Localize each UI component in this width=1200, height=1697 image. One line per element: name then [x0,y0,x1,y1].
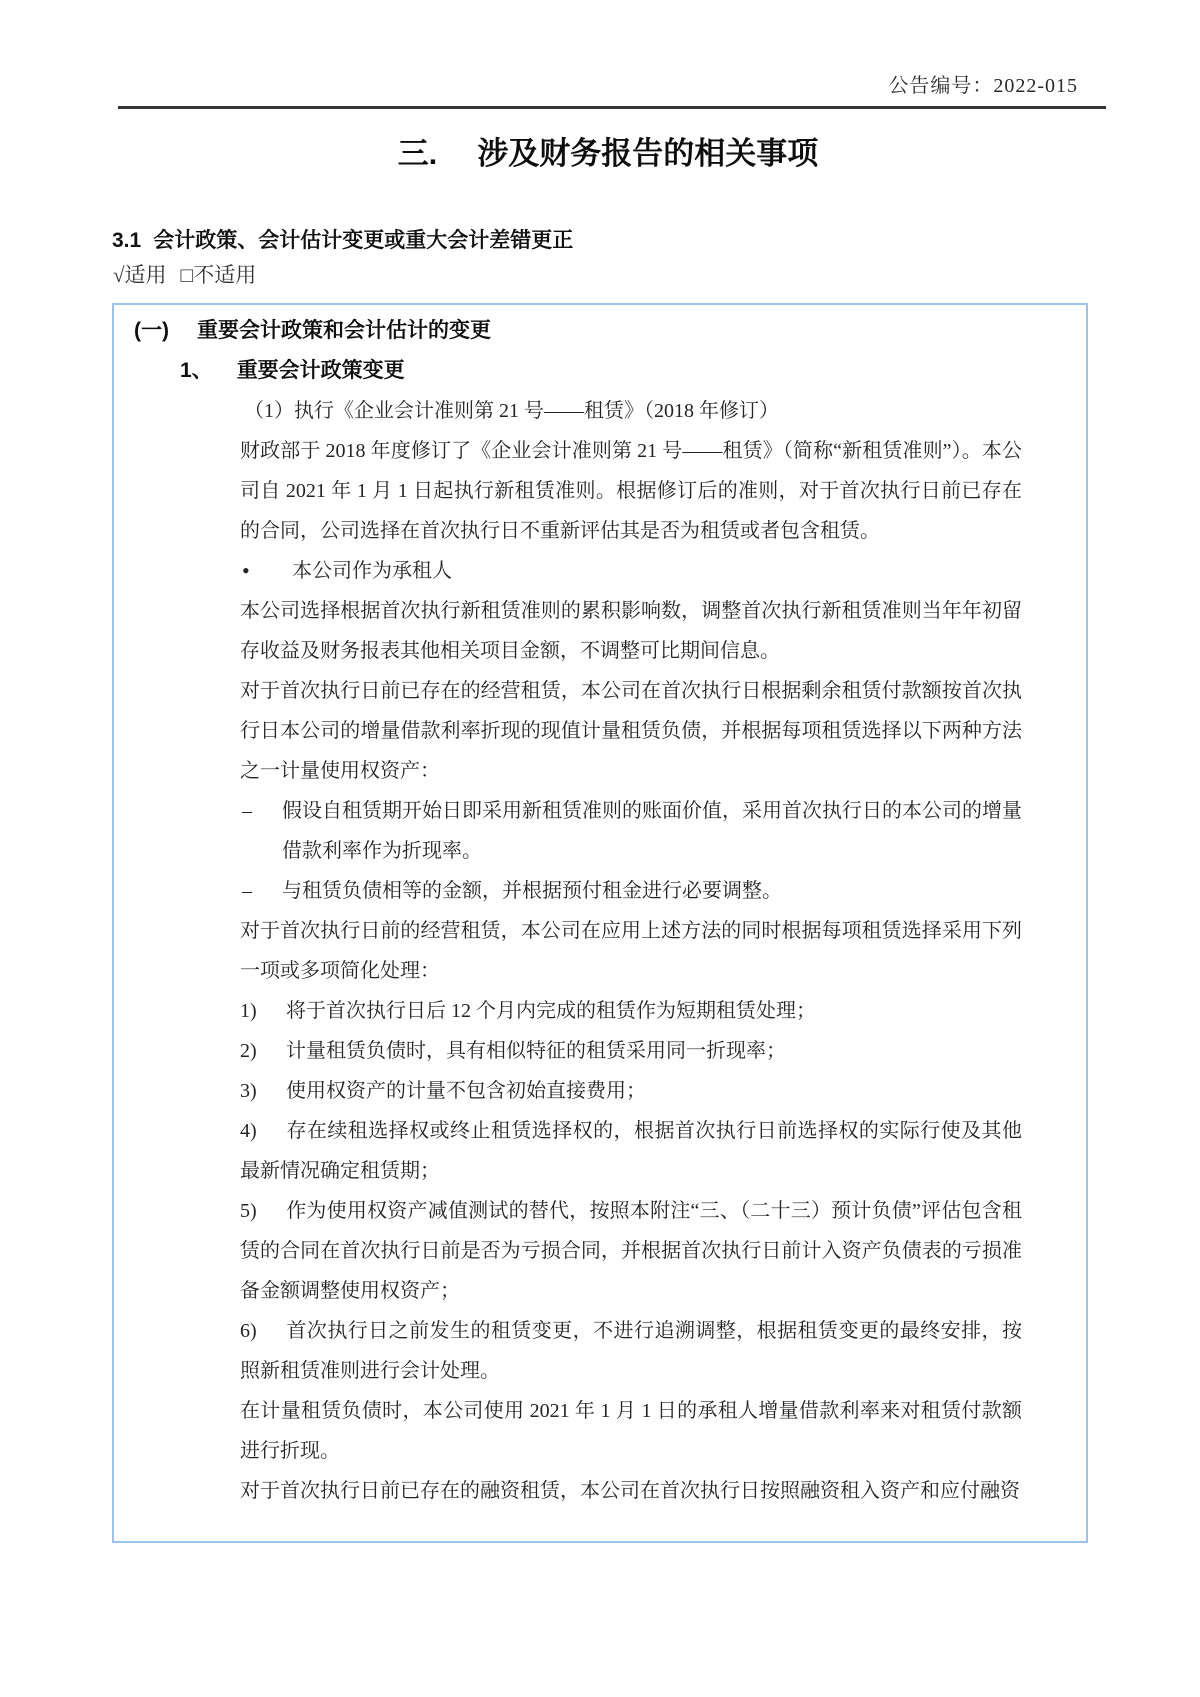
paragraph: 对于首次执行日前的经营租赁，本公司在应用上述方法的同时根据每项租赁选择采用下列一项或多项简化处理： [240,920,1022,982]
applicability-line [113,261,1200,289]
dash-icon: – [242,800,252,822]
item-number: 5) [240,1200,257,1222]
bullet-icon: • [242,558,250,583]
section-heading [112,227,1200,255]
bullet-item [240,551,1022,591]
item-number: 4) [240,1120,257,1142]
paragraph: 本公司选择根据首次执行新租赁准则的累积影响数，调整首次执行新租赁准则当年年初留存收益及财务报表其他相关项目金额，不调整可比期间信息。 [240,600,1022,662]
dash-icon: – [242,880,252,902]
header-divider [118,106,1106,109]
paragraph: 在计量租赁负债时，本公司使用 2021 年 1 月 1 日的承租人增量借款利率来对租赁付款额进行折现。 [240,1400,1022,1462]
numbered-item-text: 使用权资产的计量不包含初始直接费用； [286,1080,646,1102]
title-text: 涉及财务报告的相关事项 [477,136,819,171]
paragraph: （1）执行《企业会计准则第 21 号——租赁》（2018 年修订） [244,400,779,422]
numbered-item-text: 计量租赁负债时，具有相似特征的租赁采用同一折现率； [286,1040,786,1062]
bullet-item-text: 本公司作为承租人 [292,560,452,582]
body-column [240,391,1022,1511]
section-heading-text: 会计政策、会计估计变更或重大会计差错更正 [153,229,574,252]
box-heading-1 [114,311,1086,351]
paragraph: 对于首次执行日前已存在的经营租赁，本公司在首次执行日根据剩余租赁付款额按首次执行日本公司的增量借款利率折现的现值计量租赁负债，并根据每项租赁选择以下两种方法之一计量使用权资产： [240,680,1022,782]
announcement-number: 公告编号：2022-015 [888,75,1078,97]
numbered-item-text: 作为使用权资产减值测试的替代，按照本附注“三、（二十三）预计负债”评估包含租赁的合同在首次执行日前是否为亏损合同，并根据首次执行日前计入资产负债表的亏损准备金额调整使用权资产； [240,1200,1022,1302]
title-number: 三. [397,136,438,171]
applicable-option: √适用 [113,263,167,287]
dash-item [240,791,1022,871]
numbered-item [240,1311,1022,1391]
item-number: 3) [240,1080,257,1102]
box-heading-1-marker: (一) [134,319,169,342]
numbered-item [240,1111,1022,1191]
box-heading-2-marker: 1、 [180,359,213,382]
section-number: 3.1 [112,229,142,252]
numbered-item-text: 存在续租选择权或终止租赁选择权的，根据首次执行日前选择权的实际行使及其他最新情况确定租赁期； [240,1120,1022,1182]
not-applicable-option: □不适用 [180,263,257,287]
dash-item-text: 与租赁负债相等的金额，并根据预付租金进行必要调整。 [282,880,782,902]
numbered-item [240,1191,1022,1311]
numbered-item-text: 将于首次执行日后 12 个月内完成的租赁作为短期租赁处理； [286,1000,816,1022]
paragraph: 对于首次执行日前已存在的融资租赁，本公司在首次执行日按照融资租入资产和应付融资 [240,1480,1020,1502]
paragraph: 财政部于 2018 年度修订了《企业会计准则第 21 号——租赁》（简称“新租赁准则”）。本公司自 2021 年 1 月 1 日起执行新租赁准则。根据修订后的准则，对于首次执行日前已存在的合同，公司选择在首次执行日不重新评估其是否为租赁或者包含租赁。 [240,440,1022,542]
item-number: 6) [240,1320,257,1342]
item-number: 2) [240,1040,257,1062]
content-box [112,303,1088,1543]
numbered-item [240,1071,1022,1111]
numbered-item [240,991,1022,1031]
box-heading-2 [114,351,1086,391]
numbered-item [240,1031,1022,1071]
page-title [0,135,1200,173]
box-heading-2-text: 重要会计政策变更 [236,359,405,382]
dash-item-text: 假设自租赁期开始日即采用新租赁准则的账面价值，采用首次执行日的本公司的增量借款利率作为折现率。 [282,800,1022,862]
numbered-item-text: 首次执行日之前发生的租赁变更，不进行追溯调整，根据租赁变更的最终安排，按照新租赁准则进行会计处理。 [240,1320,1022,1382]
item-number: 1) [240,1000,257,1022]
box-heading-1-text: 重要会计政策和会计估计的变更 [197,319,491,342]
dash-item [240,871,1022,911]
